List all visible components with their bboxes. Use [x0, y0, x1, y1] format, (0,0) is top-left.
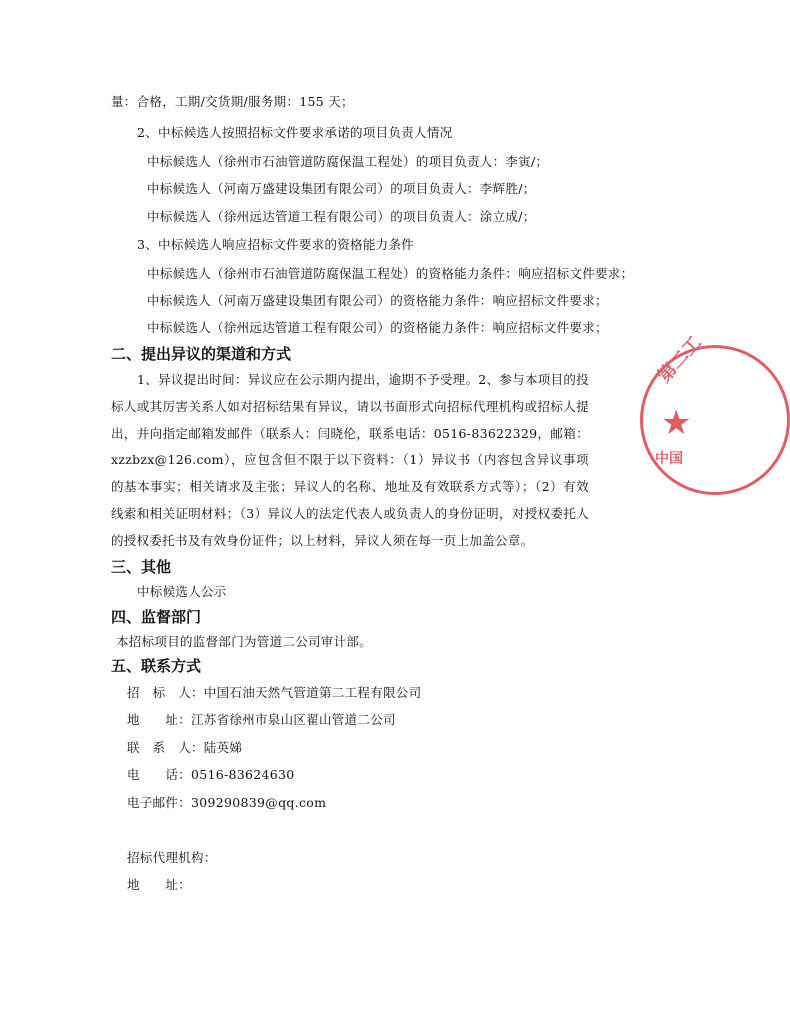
manager-line-1: 中标候选人（徐州市石油管道防腐保温工程处）的项目负责人：李寅/；: [147, 154, 549, 169]
heading-contact: 五、联系方式: [111, 657, 202, 675]
manager-line-2: 中标候选人（河南万盛建设集团有限公司）的项目负责人：李辉胜/；: [147, 181, 536, 196]
manager-line-3: 中标候选人（徐州远达管道工程有限公司）的项目负责人：涂立成/；: [147, 209, 536, 224]
seal-bottom-text: 中国: [655, 451, 683, 467]
section-2-title: 2、中标候选人按照招标文件要求承诺的项目负责人情况: [137, 125, 453, 140]
objection-paragraph-text: 1、异议提出时间：异议应在公示期内提出，逾期不予受理。2、参与本项目的投标人或其厉害关系人如对招标结果有异议，请以书面形式向招标代理机构或招标人提出，并向指定邮箱发邮件（联系人：闫晓伦，联系电话：0516-83622329，邮箱：xzzbzx@126.com），应包含但不限于以下资料：（1）异议书（内容包含异议事项的基本事实；相关请求及主张；异议人的名称、地址及有效联系方式等）；（2）有效线索和相关证明材料；（3）异议人的法定代表人或负责人的身份证明，对授权委托人的授权委托书及有效身份证件；以上材料，异议人须在每一页上加盖公章。: [111, 372, 589, 548]
agency-label: 招标代理机构：: [127, 850, 217, 865]
heading-supervision: 四、监督部门: [111, 608, 202, 626]
other-text: 中标候选人公示: [137, 584, 227, 599]
agency-address-label: 地 址：: [127, 877, 192, 892]
qualification-line-3: 中标候选人（徐州远达管道工程有限公司）的资格能力条件：响应招标文件要求；: [147, 320, 608, 335]
text-line-duration: 量：合格，工期/交货期/服务期：155 天；: [111, 94, 354, 109]
star-icon: ★: [661, 403, 692, 443]
supervision-text: 本招标项目的监督部门为管道二公司审计部。: [116, 634, 373, 649]
contact-person: 联 系 人：陆英娣: [127, 740, 243, 755]
qualification-line-1: 中标候选人（徐州市石油管道防腐保温工程处）的资格能力条件：响应招标文件要求；: [147, 266, 634, 281]
company-seal: [640, 332, 790, 495]
objection-paragraph: [111, 367, 589, 555]
heading-other: 三、其他: [111, 558, 172, 576]
contact-phone: 电 话：0516-83624630: [127, 767, 295, 782]
contact-email: 电子邮件：309290839@qq.com: [127, 795, 327, 810]
heading-objection-channel: 二、提出异议的渠道和方式: [111, 345, 292, 363]
qualification-line-2: 中标候选人（河南万盛建设集团有限公司）的资格能力条件：响应招标文件要求；: [147, 293, 608, 308]
seal-top-text: 第二工: [653, 332, 706, 387]
contact-tenderer: 招 标 人：中国石油天然气管道第二工程有限公司: [127, 685, 422, 700]
section-3-title: 3、中标候选人响应招标文件要求的资格能力条件: [137, 237, 415, 252]
contact-address: 地 址：江苏省徐州市泉山区翟山管道二公司: [127, 712, 396, 727]
